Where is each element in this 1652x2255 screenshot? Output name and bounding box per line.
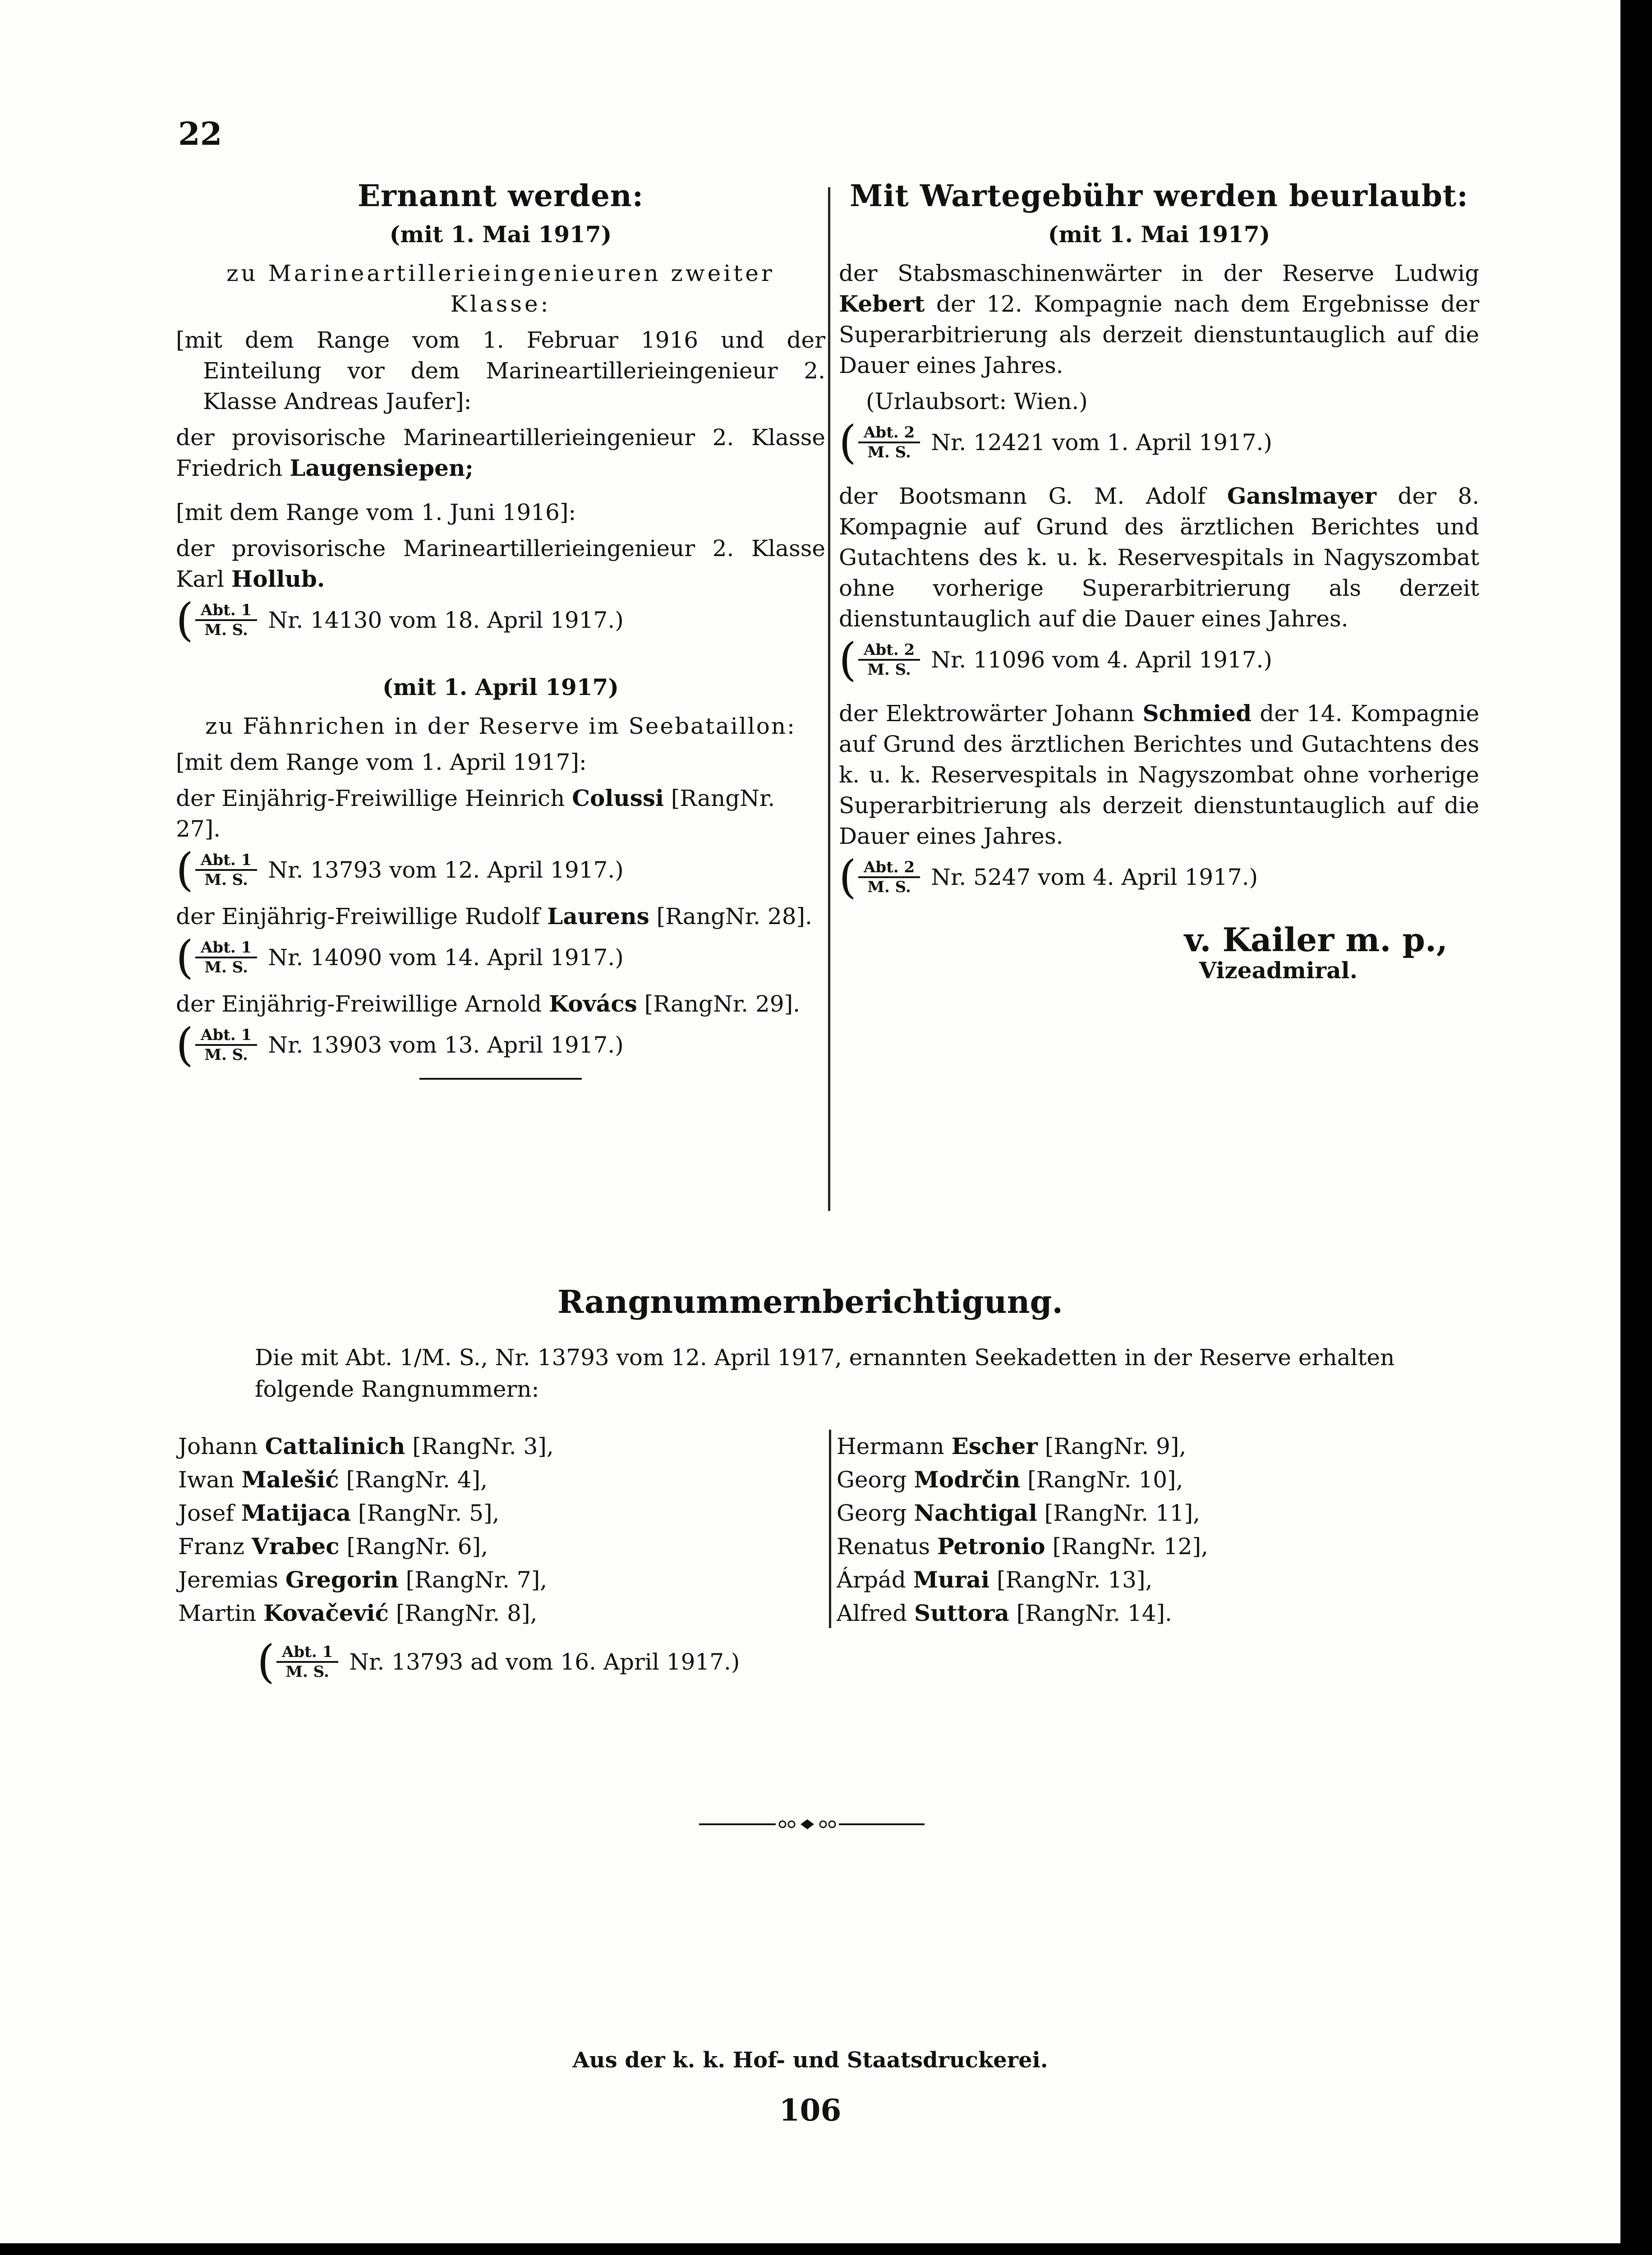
entry-text: der 8. Kompagnie auf Grund des ärztlichen Berichtes und Gutachtens des k. u. k. Reservespitals in Nagyszombat ohne vorherige Superarbitrierung als derzeit dienstuntauglich auf die Dauer eines Jahres.: [839, 483, 1479, 632]
last-name: Kovačević: [263, 1600, 389, 1626]
reference-text: Nr. 11096 vom 4. April 1917.): [931, 647, 1272, 673]
fraction-numerator: Abt. 1: [195, 851, 257, 871]
reference-text: Nr. 12421 vom 1. April 1917.): [931, 429, 1272, 456]
reference-fraction: [858, 641, 920, 679]
person-prefix: der Einjährig-Freiwillige Arnold: [176, 991, 549, 1017]
last-name: Cattalinich: [265, 1433, 405, 1459]
entry-name: Kebert: [839, 290, 925, 317]
left-date-2: (mit 1. April 1917): [382, 674, 619, 700]
list-item: [837, 1597, 1468, 1630]
column-divider: [828, 187, 830, 1211]
reference-text: Nr. 13793 vom 12. April 1917.): [268, 857, 624, 883]
first-name: Georg: [837, 1467, 914, 1493]
rank-number: [RangNr. 3],: [405, 1433, 554, 1459]
list-item: [178, 1496, 810, 1530]
reference-text: Nr. 13903 vom 13. April 1917.): [268, 1032, 624, 1058]
reference-fraction: [276, 1643, 338, 1681]
left-section-1: zu Marineartillerieingenieuren zweiter Klasse:: [226, 260, 775, 317]
fraction-numerator: Abt. 1: [195, 601, 257, 621]
fraction-numerator: Abt. 2: [858, 858, 920, 878]
person-name: Laugensiepen;: [290, 455, 474, 481]
rank-number: [RangNr. 8],: [389, 1600, 538, 1626]
entry-name: Ganslmayer: [1227, 483, 1376, 509]
left-person-5: [176, 989, 825, 1019]
person-name: Colussi: [572, 785, 664, 811]
reference-fraction: [858, 423, 920, 461]
correction-intro: [178, 1342, 1477, 1405]
person-name: Kovács: [549, 990, 637, 1017]
open-paren: (: [257, 1635, 275, 1688]
rank-number: [RangNr. 11],: [1037, 1500, 1200, 1526]
fraction-numerator: Abt. 2: [858, 641, 920, 661]
left-person-3: [176, 783, 825, 844]
entry-prefix: der Stabsmaschinenwärter in der Reserve Ludwig: [839, 260, 1479, 286]
rank-number: [RangNr. 9],: [1037, 1433, 1187, 1459]
fraction-denominator: M. S.: [867, 443, 911, 461]
person-name: Hollub.: [231, 566, 325, 592]
last-name: Escher: [951, 1433, 1038, 1459]
person-rank: [RangNr. 28].: [649, 903, 812, 930]
scan-edge-bottom: [0, 2243, 1652, 2255]
left-rank-1: [mit dem Range vom 1. Februar 1916 und der Einteilung vor dem Marineartillerieingenieur 2. Klasse Andreas Jaufer]:: [176, 327, 825, 414]
reference-fraction: [195, 1026, 257, 1064]
list-item: [178, 1430, 810, 1463]
reference-text: Nr. 5247 vom 4. April 1917.): [931, 864, 1258, 890]
open-paren: (: [839, 416, 857, 469]
person-prefix: der Einjährig-Freiwillige Rudolf: [176, 903, 548, 930]
names-list-right: [837, 1430, 1468, 1630]
list-item: [837, 1563, 1468, 1597]
person-prefix: der provisorische Marineartillerieingenieur 2. Klasse Friedrich: [176, 424, 825, 481]
fraction-denominator: M. S.: [204, 621, 248, 639]
fraction-denominator: M. S.: [285, 1663, 329, 1681]
reference-fraction: [195, 939, 257, 976]
open-paren: (: [839, 633, 857, 686]
list-item: [837, 1463, 1468, 1496]
last-name: Malešić: [241, 1466, 339, 1493]
printer-imprint: Aus der k. k. Hof- und Staatsdruckerei.: [572, 2048, 1048, 2073]
left-column: [176, 180, 825, 1080]
person-prefix: der provisorische Marineartillerieingenieur 2. Klasse Karl: [176, 535, 825, 592]
rank-number: [RangNr. 14].: [1009, 1600, 1172, 1626]
reference-fraction: [195, 601, 257, 639]
list-item: [837, 1496, 1468, 1530]
left-person-1: [176, 422, 825, 483]
first-name: Jeremias: [178, 1567, 285, 1593]
first-name: Georg: [837, 1500, 914, 1526]
first-name: Franz: [178, 1533, 252, 1560]
left-date-1: (mit 1. Mai 1917): [389, 221, 612, 248]
reference-text: Nr. 14130 vom 18. April 1917.): [268, 607, 624, 633]
correction-title: Rangnummernberichtigung.: [557, 1283, 1063, 1321]
last-name: Gregorin: [285, 1566, 399, 1593]
footer-number: 106: [779, 2093, 842, 2128]
reference-fraction: [195, 851, 257, 889]
entry-name: Schmied: [1142, 700, 1252, 727]
right-reference-2: [839, 633, 1479, 686]
rank-number: [RangNr. 6],: [339, 1533, 488, 1560]
left-person-4: [176, 901, 825, 932]
names-divider: [829, 1430, 831, 1628]
open-paren: (: [839, 851, 857, 903]
last-name: Vrabec: [251, 1533, 340, 1560]
entry-text: der 12. Kompagnie nach dem Ergebnisse der Superarbitrierung als derzeit dienstuntauglich auf die Dauer eines Jahres.: [839, 291, 1479, 378]
left-rank-2: [mit dem Range vom 1. Juni 1916]:: [176, 499, 576, 525]
last-name: Suttora: [914, 1600, 1009, 1626]
entry-prefix: der Elektrowärter Johann: [839, 700, 1143, 727]
scan-edge-right: [1620, 0, 1652, 2255]
right-entry-1: [839, 258, 1479, 381]
first-name: Renatus: [837, 1533, 938, 1560]
open-paren: (: [176, 1018, 194, 1071]
person-name: Laurens: [547, 903, 649, 930]
first-name: Martin: [178, 1600, 264, 1626]
fraction-numerator: Abt. 2: [858, 423, 920, 443]
reference-fraction: [858, 858, 920, 896]
entry-prefix: der Bootsmann G. M. Adolf: [839, 483, 1227, 509]
person-prefix: der Einjährig-Freiwillige Heinrich: [176, 785, 572, 811]
rank-number: [RangNr. 5],: [350, 1500, 500, 1526]
last-name: Murai: [913, 1566, 990, 1593]
left-reference-4: [176, 1018, 825, 1071]
rank-number: [RangNr. 12],: [1045, 1533, 1208, 1560]
rank-number: [RangNr. 13],: [989, 1567, 1153, 1593]
right-heading: Mit Wartegebühr werden beurlaubt:: [850, 178, 1468, 213]
fraction-denominator: M. S.: [867, 878, 911, 896]
list-item: [178, 1463, 810, 1496]
right-column: [839, 180, 1479, 986]
left-person-2: [176, 533, 825, 594]
fraction-denominator: M. S.: [204, 871, 248, 889]
rank-number: [RangNr. 7],: [398, 1567, 548, 1593]
open-paren: (: [176, 843, 194, 896]
last-name: Nachtigal: [914, 1500, 1037, 1526]
list-item: [178, 1563, 810, 1597]
last-name: Modrčin: [914, 1466, 1021, 1493]
first-name: Alfred: [837, 1600, 914, 1626]
person-rank: [RangNr. 29].: [637, 991, 800, 1017]
first-name: Hermann: [837, 1433, 952, 1459]
fraction-denominator: M. S.: [204, 1046, 248, 1064]
first-name: Josef: [178, 1500, 241, 1526]
list-item: [837, 1430, 1468, 1463]
reference-text: Nr. 13793 ad vom 16. April 1917.): [349, 1649, 740, 1675]
correction-reference: [257, 1635, 740, 1688]
correction-intro-text: Die mit Abt. 1/M. S., Nr. 13793 vom 12. April 1917, ernannten Seekadetten in der Reserve erhalten folgende Rangnummern:: [255, 1344, 1395, 1402]
fraction-numerator: Abt. 1: [276, 1643, 338, 1663]
left-reference-3: [176, 931, 825, 984]
section-end-rule: [419, 1078, 582, 1080]
list-item: [178, 1530, 810, 1563]
ornament-divider-icon: [699, 1818, 925, 1831]
left-rank-3: [mit dem Range vom 1. April 1917]:: [176, 749, 587, 775]
signature: v. Kailer m. p.,: [1184, 920, 1448, 959]
rank-number: [RangNr. 10],: [1020, 1467, 1183, 1493]
last-name: Petronio: [937, 1533, 1045, 1560]
left-heading: Ernannt werden:: [357, 178, 644, 213]
person-rank: [RangNr. 27].: [176, 785, 775, 842]
right-date-1: (mit 1. Mai 1917): [1048, 221, 1270, 248]
left-reference-1: [176, 594, 825, 646]
last-name: Matijaca: [241, 1500, 351, 1526]
right-entry-3: [839, 698, 1479, 851]
reference-text: Nr. 14090 vom 14. April 1917.): [268, 944, 624, 971]
right-leave-location: (Urlaubsort: Wien.): [866, 388, 1088, 414]
fraction-denominator: M. S.: [204, 958, 248, 976]
names-list-left: [178, 1430, 810, 1630]
left-reference-2: [176, 843, 825, 896]
entry-text: der 14. Kompagnie auf Grund des ärztlichen Berichtes und Gutachtens des k. u. k. Reservespitals in Nagyszombat ohne vorherige Superarbitrierung als derzeit dienstuntauglich auf die Dauer eines Jahres.: [839, 700, 1479, 849]
list-item: [837, 1530, 1468, 1563]
right-reference-1: [839, 416, 1479, 469]
list-item: [178, 1597, 810, 1630]
fraction-numerator: Abt. 1: [195, 1026, 257, 1046]
open-paren: (: [176, 931, 194, 984]
first-name: Johann: [178, 1433, 265, 1459]
rank-number: [RangNr. 4],: [339, 1467, 488, 1493]
left-section-2: zu Fähnrichen in der Reserve im Seebataillon:: [205, 713, 796, 739]
right-entry-2: [839, 481, 1479, 634]
page-number: 22: [178, 115, 222, 152]
first-name: Iwan: [178, 1467, 242, 1493]
fraction-denominator: M. S.: [867, 661, 911, 679]
open-paren: (: [176, 594, 194, 646]
first-name: Árpád: [837, 1567, 913, 1593]
fraction-numerator: Abt. 1: [195, 939, 257, 958]
right-reference-3: [839, 851, 1479, 903]
signature-title: Vizeadmiral.: [1199, 957, 1357, 984]
